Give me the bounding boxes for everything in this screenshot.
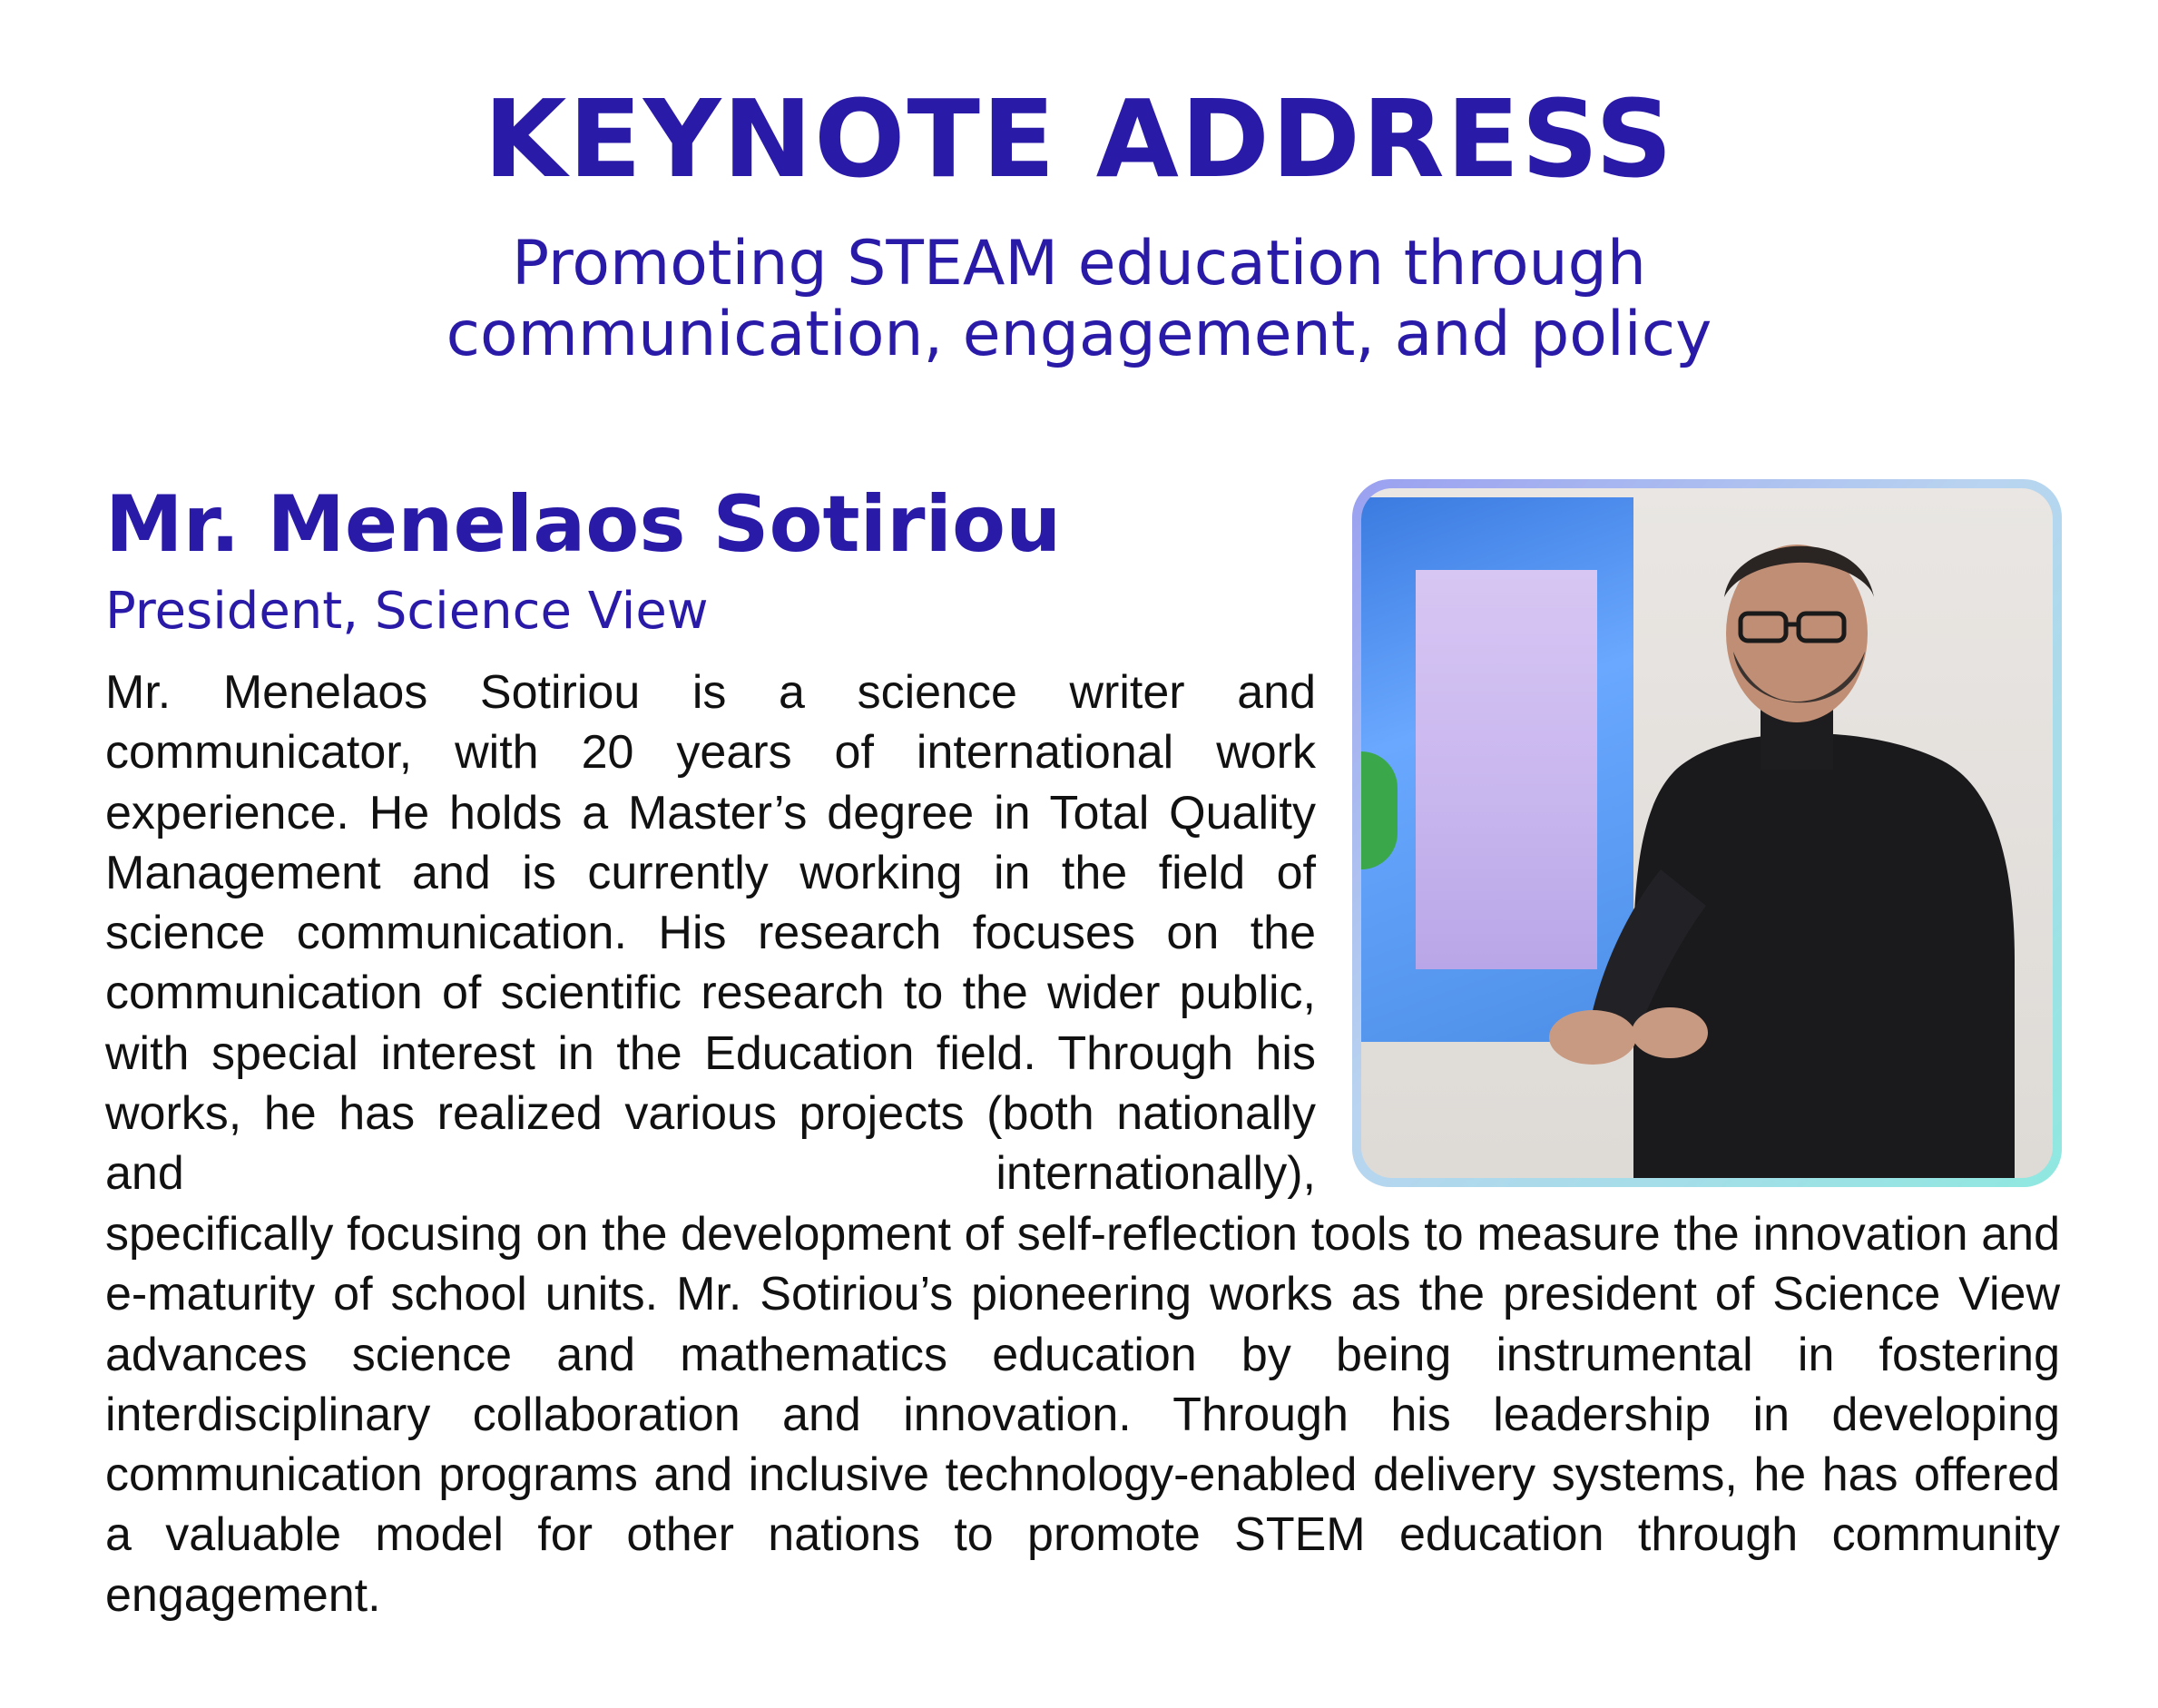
speaker-figure [1361, 488, 2053, 1178]
subtitle-line-1: Promoting STEAM education through [512, 228, 1646, 299]
speaker-role: President, Science View [105, 582, 709, 641]
speaker-bio-part-1: Mr. Menelaos Sotiriou is a science writer and communicator, with 20 years of international work experience. He holds a Master’s degree in Total Quality Management and is currently working in the field of science communication. His research focuses on the communication of scientific research to the wider public, with special interest in the Education field. Through his works, he has realized various projects (both nationally and internationally), [105, 666, 1316, 1201]
subtitle-line-2: communication, engagement, and policy [446, 299, 1712, 370]
page-title: KEYNOTE ADDRESS [483, 76, 1675, 201]
speaker-photo-inner [1361, 488, 2053, 1178]
speaker-photo [1352, 479, 2062, 1187]
page-subtitle [0, 229, 2158, 370]
speaker-name: Mr. Menelaos Sotiriou [105, 479, 1062, 570]
speaker-bio-part-2: specifically focusing on the development of self-reflection tools to measure the innovation and e-maturity of school units. Mr. Sotiriou’s pioneering works as the president of Science View advances science and mathematics education by being instrumental in fostering interdisciplinary collaboration and innovation. Through his leadership in developing communication programs and inclusive technology-enabled delivery systems, he has offered a valuable model for other nations to promote STEM education through community engagement. [105, 1208, 2060, 1622]
